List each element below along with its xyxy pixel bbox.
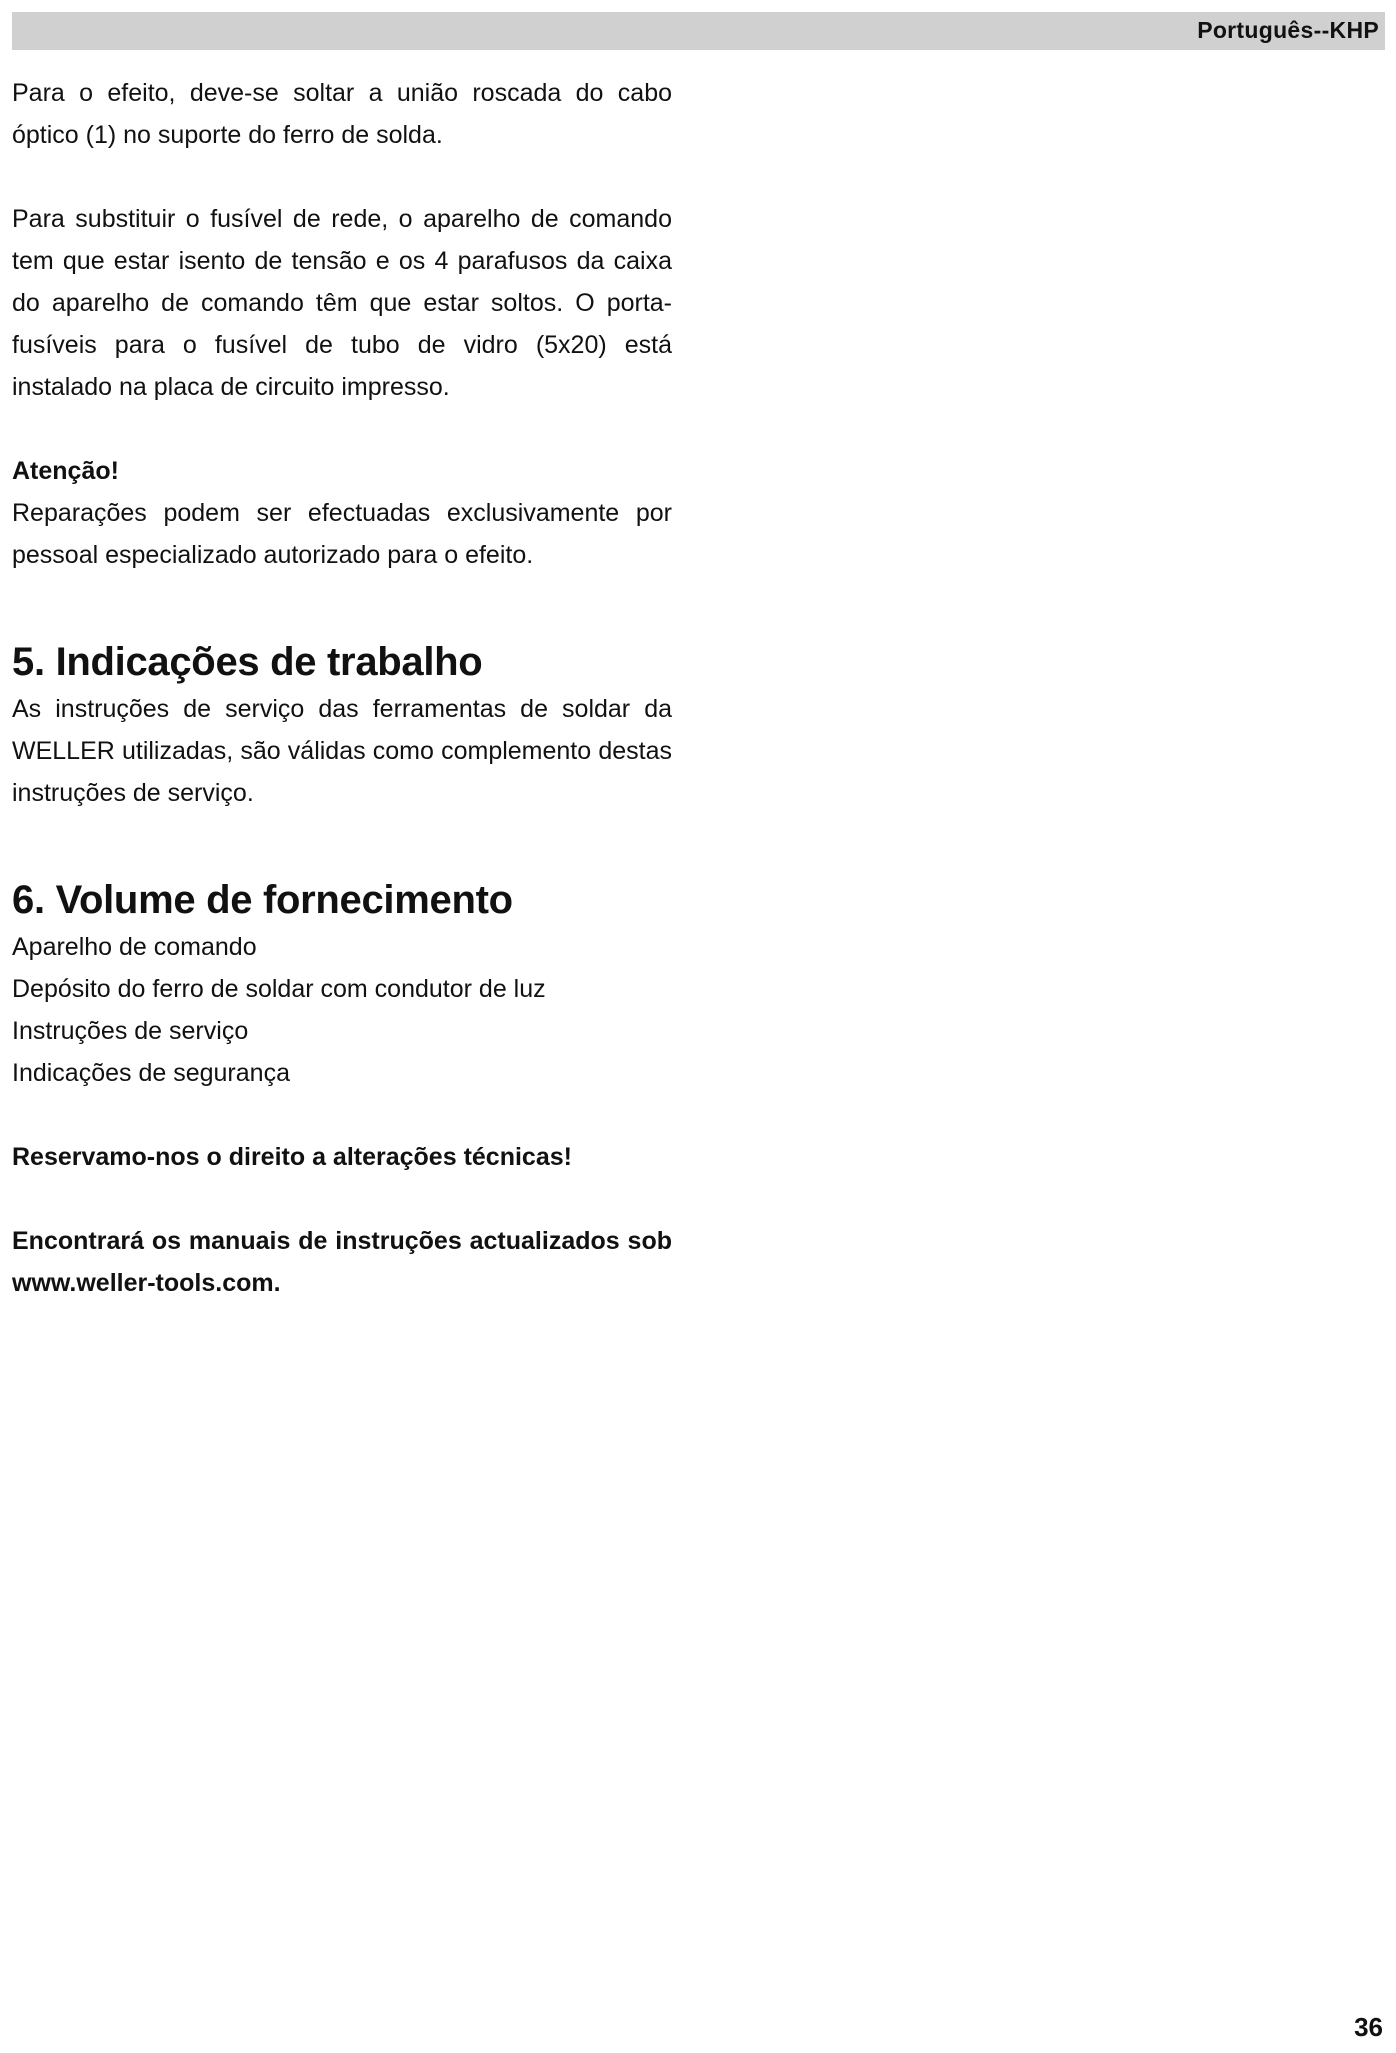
- section-6-heading: 6. Volume de fornecimento: [12, 878, 513, 922]
- list-item: Aparelho de comando: [12, 933, 257, 961]
- section-5-text: As instruções de serviço das ferramentas de soldar da WELLER utilizadas, são válidas como complemento destas instruções de serviço.: [12, 695, 672, 807]
- attention-title: Atenção!: [12, 457, 119, 485]
- attention-text: Reparações podem ser efectuadas exclusivamente por pessoal especializado autorizado para o efeito.: [12, 499, 672, 569]
- section-5-heading: 5. Indicações de trabalho: [12, 640, 483, 684]
- page-number: 36: [1354, 2012, 1383, 2042]
- delivery-list: [12, 926, 672, 1094]
- language-header-bar: [12, 12, 1385, 50]
- paragraph-fuse-replacement: Para substituir o fusível de rede, o aparelho de comando tem que estar isento de tensão e os 4 parafusos da caixa do aparelho de comando têm que estar soltos. O porta-fusíveis para o fusível de tubo de vidro (5x20) está instalado na placa de circuito impresso.: [12, 205, 672, 401]
- technical-changes-note: Reservamo-nos o direito a alterações técnicas!: [12, 1143, 572, 1171]
- manuals-note: Encontrará os manuais de instruções actualizados sob www.weller-tools.com.: [12, 1227, 672, 1297]
- paragraph-cable-release: Para o efeito, deve-se soltar a união roscada do cabo óptico (1) no suporte do ferro de solda.: [12, 79, 672, 149]
- list-item: Depósito do ferro de soldar com condutor de luz: [12, 975, 546, 1003]
- list-item: Indicações de segurança: [12, 1059, 290, 1087]
- page-content: [12, 72, 672, 1304]
- list-item: Instruções de serviço: [12, 1017, 249, 1045]
- language-tag: Português--KHP: [1197, 17, 1379, 43]
